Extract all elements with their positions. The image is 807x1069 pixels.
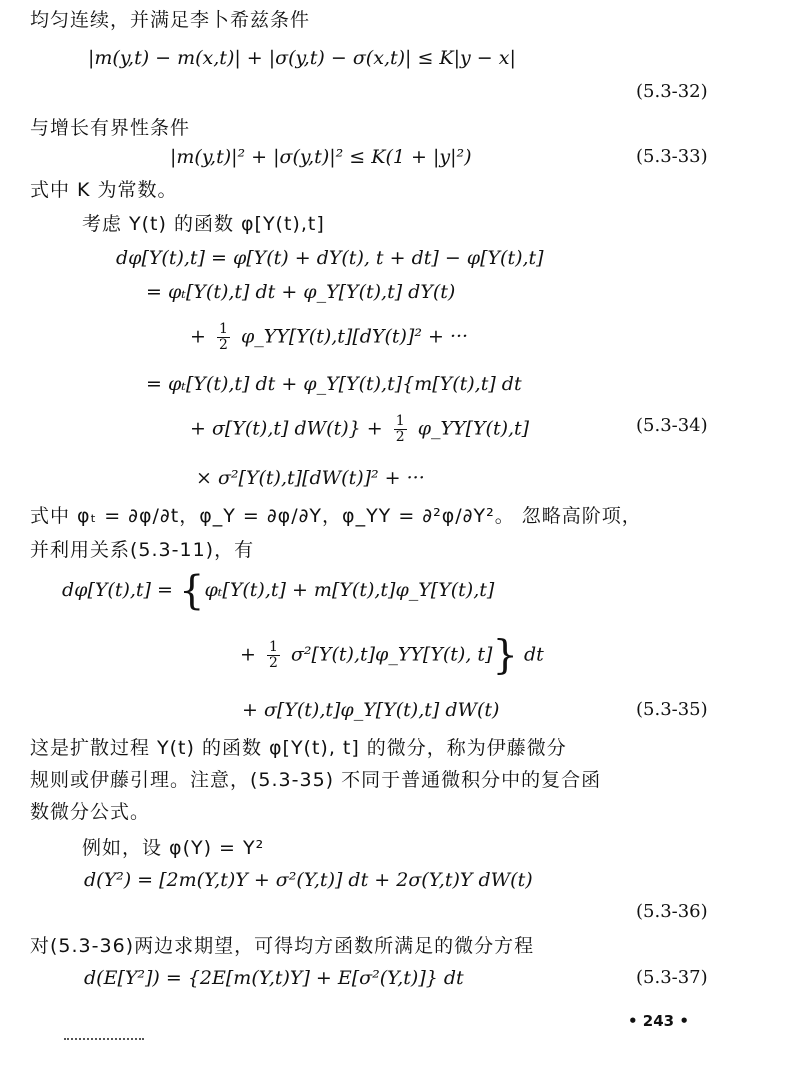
equation-5-3-37: d(E[Y²]) = {2E[m(Y,t)Y] + E[σ²(Y,t)]} dt	[84, 967, 464, 989]
equation-number-5-3-36: (5.3-36)	[636, 901, 708, 922]
fraction-numerator: 1	[218, 321, 228, 337]
text-line-25: 对(5.3-36)两边求期望，可得均方函数所满足的微分方程	[30, 935, 535, 957]
plus-sign: +	[190, 325, 206, 348]
text-line-15: 式中 φₜ = ∂φ/∂t，φ_Y = ∂φ/∂Y，φ_YY = ∂²φ/∂Y²。 忽略高阶项，	[30, 505, 642, 527]
equation-5-3-33: |m(y,t)|² + |σ(y,t)|² ≤ K(1 + |y|²)	[170, 146, 472, 168]
equation-term: σ²[Y(t),t]φ_YY[Y(t), t]	[290, 643, 493, 666]
equation-term: + σ[Y(t),t] dW(t)} +	[190, 417, 383, 440]
equation-5-3-35-line-b	[240, 632, 544, 679]
plus-sign: +	[240, 643, 256, 666]
text-line-1: 均匀连续，并满足李卜希兹条件	[30, 9, 311, 31]
equation-number-5-3-33: (5.3-33)	[636, 146, 708, 167]
left-brace: {	[178, 568, 205, 614]
equation-term: dt	[523, 643, 544, 666]
fraction-one-half	[267, 640, 280, 671]
scan-artifact	[64, 1038, 144, 1044]
equation-term: dφ[Y(t),t] =	[62, 579, 173, 601]
equation-5-3-34-line-c	[190, 322, 468, 353]
fraction-denominator: 2	[268, 655, 278, 671]
equation-number-5-3-34: (5.3-34)	[636, 415, 708, 436]
equation-5-3-35-line-c: + σ[Y(t),t]φ_Y[Y(t),t] dW(t)	[242, 699, 500, 721]
page-number: • 243 •	[628, 1012, 689, 1030]
text-line-20: 这是扩散过程 Y(t) 的函数 φ[Y(t), t] 的微分，称为伊藤微分	[30, 737, 567, 759]
equation-number-5-3-37: (5.3-37)	[636, 967, 708, 988]
text-line-22: 数微分公式。	[30, 801, 151, 823]
equation-5-3-36: d(Y²) = [2m(Y,t)Y + σ²(Y,t)] dt + 2σ(Y,t)Y dW(t)	[84, 869, 533, 891]
equation-5-3-34-line-e	[190, 414, 529, 445]
equation-5-3-34-line-a: dφ[Y(t),t] = φ[Y(t) + dY(t), t + dt] − φ[Y(t),t]	[116, 247, 544, 269]
fraction-denominator: 2	[218, 337, 228, 353]
fraction-one-half	[394, 414, 407, 445]
text-line-21: 规则或伊藤引理。注意，(5.3-35) 不同于普通微积分中的复合函	[30, 769, 602, 791]
equation-5-3-34-line-f: × σ²[Y(t),t][dW(t)]² + ···	[196, 467, 425, 489]
equation-5-3-35-line-a	[62, 568, 495, 614]
fraction-numerator: 1	[395, 413, 405, 429]
text-line-23: 例如，设 φ(Y) = Y²	[82, 837, 265, 859]
text-line-5: 式中 K 为常数。	[30, 179, 178, 201]
equation-5-3-34-line-d: = φₜ[Y(t),t] dt + φ_Y[Y(t),t]{m[Y(t),t] dt	[146, 373, 522, 395]
equation-5-3-34-line-b: = φₜ[Y(t),t] dt + φ_Y[Y(t),t] dY(t)	[146, 281, 456, 303]
text-line-3: 与增长有界性条件	[30, 117, 191, 139]
equation-term: φ_YY[Y(t),t]	[417, 417, 530, 440]
equation-5-3-32: |m(y,t) − m(x,t)| + |σ(y,t) − σ(x,t)| ≤ K|y − x|	[88, 47, 516, 69]
fraction-numerator: 1	[268, 639, 278, 655]
equation-term: φₜ[Y(t),t] + m[Y(t),t]φ_Y[Y(t),t]	[204, 579, 495, 601]
text-line-6: 考虑 Y(t) 的函数 φ[Y(t),t]	[82, 213, 325, 235]
fraction-denominator: 2	[395, 429, 405, 445]
equation-number-5-3-32: (5.3-32)	[636, 81, 708, 102]
equation-term: φ_YY[Y(t),t][dY(t)]² + ···	[240, 325, 469, 348]
fraction-one-half	[217, 322, 230, 353]
equation-number-5-3-35: (5.3-35)	[636, 699, 708, 720]
right-brace: }	[492, 632, 518, 679]
text-line-16: 并利用关系(5.3-11)，有	[30, 539, 255, 561]
